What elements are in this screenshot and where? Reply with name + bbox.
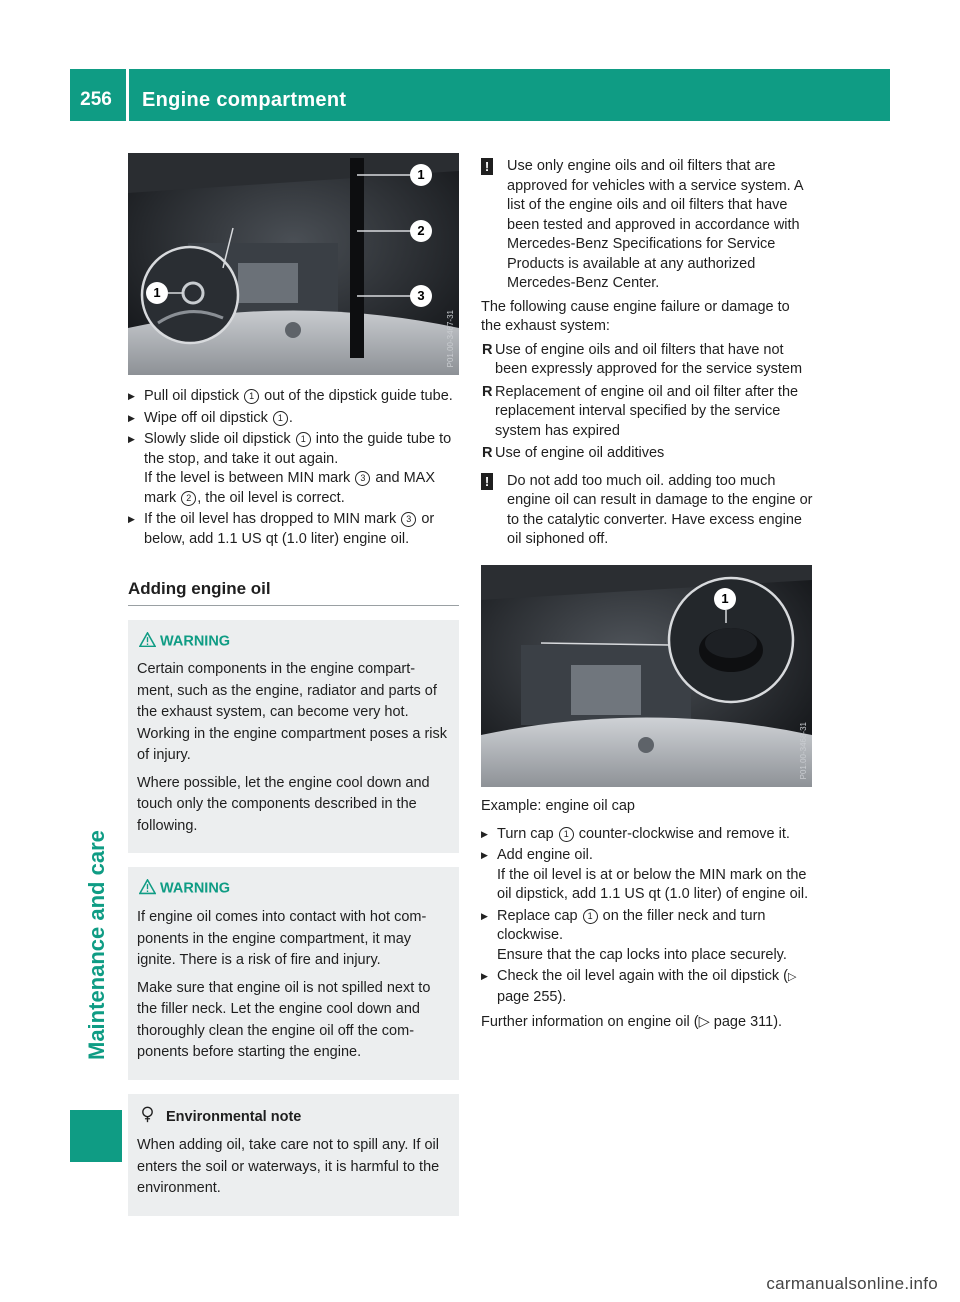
bullet-icon: R <box>482 341 493 358</box>
warning-icon <box>139 632 156 647</box>
page-ref-arrow: ▷ <box>787 971 797 983</box>
exclamation-icon: ! <box>481 473 493 490</box>
header-divider <box>126 69 129 121</box>
warning-text: Make sure that engine oil is not spilled next to the filler neck. Let the engine cool down and thoroughly clean the engine oil off the com- ponents before starting the engine. <box>137 979 431 1061</box>
left-column <box>128 387 459 1230</box>
callout-ref-2: 2 <box>181 491 196 506</box>
step-replace-cap: ▶ Replace cap 1 on the filler neck and turn clockwise. Ensure that the cap locks into place securely. <box>481 907 813 966</box>
notice-overfill: ! Do not add too much oil. adding too much engine oil can result in damage to the engine or to the catalytic converter. Have excess engine oil siphoned off. <box>481 472 813 550</box>
photo-code: P01.00-3468-31 <box>799 721 808 779</box>
warning-text: If engine oil comes into contact with hot com- ponents in the engine compartment, it may ignite. There is a risk of fire and injury. <box>137 909 427 969</box>
env-note-text: When adding oil, take care not to spill any. If oil enters the soil or waterways, it is harmful to the environment. <box>137 1137 440 1197</box>
callout-ref-1: 1 <box>559 827 574 842</box>
callout-ref-1: 1 <box>583 909 598 924</box>
page-ref-link[interactable]: page 255). <box>497 988 567 1005</box>
step-check-level: ▶ Check the oil level again with the oil dipstick (▷ page 255). <box>481 967 813 1007</box>
warning-box-oil-fire <box>128 867 459 1079</box>
section-tab-label: Maintenance and care <box>84 830 109 1060</box>
callout-3: 3 <box>410 285 432 307</box>
photo-caption: Example: engine oil cap <box>481 798 635 814</box>
engine-compartment-photo <box>128 153 459 375</box>
photo-code: P01.00-3467-31 <box>446 309 455 367</box>
step-turn-cap: ▶ Turn cap 1 counter-clockwise and remove it. <box>481 825 813 845</box>
further-info-link[interactable]: Further information on engine oil (▷ page 311). <box>481 1014 783 1030</box>
page-number: 256 <box>80 89 112 110</box>
step-pull-dipstick: ▶ Pull oil dipstick 1 out of the dipstick guide tube. <box>128 387 459 407</box>
oil-cap-photo-graphic <box>481 565 812 787</box>
bullet-item: R Use of engine oils and oil filters that have not been expressly approved for the service system <box>482 341 803 377</box>
right-column-lower <box>481 797 813 1037</box>
warning-text: Certain components in the engine compart- ment, such as the engine, radiator and parts of the exhaust system, can become very hot. Working in the engine compartment poses a risk of injury. <box>137 661 448 764</box>
section-tab-marker <box>70 1110 122 1162</box>
callout-1: 1 <box>714 588 736 610</box>
warning-text: Where possible, let the engine cool down and touch only the components described in the following. <box>137 774 430 834</box>
footer-watermark: carmanualsonline.info <box>766 1274 938 1293</box>
notice-approved-oils: ! Use only engine oils and oil filters that are approved for vehicles with a service system. A list of the engine oils and oil filters that have been tested and approved in accordance with Mercedes-Benz Specifications for Service Products is available at any authorized Mercedes-Benz Center. <box>481 157 813 294</box>
warning-icon <box>139 879 156 894</box>
callout-ref-1: 1 <box>296 432 311 447</box>
bullet-icon: R <box>482 383 493 400</box>
step-slide-dipstick: ▶ Slowly slide oil dipstick 1 into the guide tube to the stop, and take it out again. If the level is between MIN mark 3 and MAX mark 2 , the oil level is correct. <box>128 430 459 508</box>
callout-ref-3: 3 <box>355 471 370 486</box>
lightbulb-icon <box>139 1106 156 1123</box>
environmental-note-box <box>128 1094 459 1216</box>
warning-box-hot-components <box>128 620 459 854</box>
bullet-item: R Replacement of engine oil and oil filter after the replacement interval specified by the service system has expired <box>482 383 799 439</box>
page-title: Engine compartment <box>142 89 347 111</box>
warning-title: WARNING <box>137 632 450 652</box>
step-add-oil: ▶ If the oil level has dropped to MIN mark 3 or below, add 1.1 US qt (1.0 liter) engine oil. <box>128 510 459 549</box>
bullet-icon: R <box>482 445 493 461</box>
engine-photo-graphic <box>128 153 459 375</box>
notice-cause-text: The following cause engine failure or damage to the exhaust system: <box>481 298 790 334</box>
section-heading: Adding engine oil <box>128 579 459 606</box>
env-note-title: Environmental note <box>137 1106 450 1128</box>
warning-title: WARNING <box>137 879 450 899</box>
callout-1: 1 <box>410 164 432 186</box>
step-add-engine-oil: ▶ Add engine oil. If the oil level is at or below the MIN mark on the oil dipstick, add 1.1 US qt (1.0 liter) of engine oil. <box>481 846 813 905</box>
exclamation-icon: ! <box>481 158 493 175</box>
callout-1-inset: 1 <box>146 282 168 304</box>
callout-ref-1: 1 <box>244 389 259 404</box>
bullet-item: R Use of engine oil additives <box>481 444 813 464</box>
step-wipe-dipstick: ▶ Wipe off oil dipstick 1 . <box>128 409 459 429</box>
callout-ref-3: 3 <box>401 512 416 527</box>
callout-ref-1: 1 <box>273 411 288 426</box>
callout-2: 2 <box>410 220 432 242</box>
oil-cap-photo <box>481 565 812 787</box>
right-column <box>481 157 813 554</box>
